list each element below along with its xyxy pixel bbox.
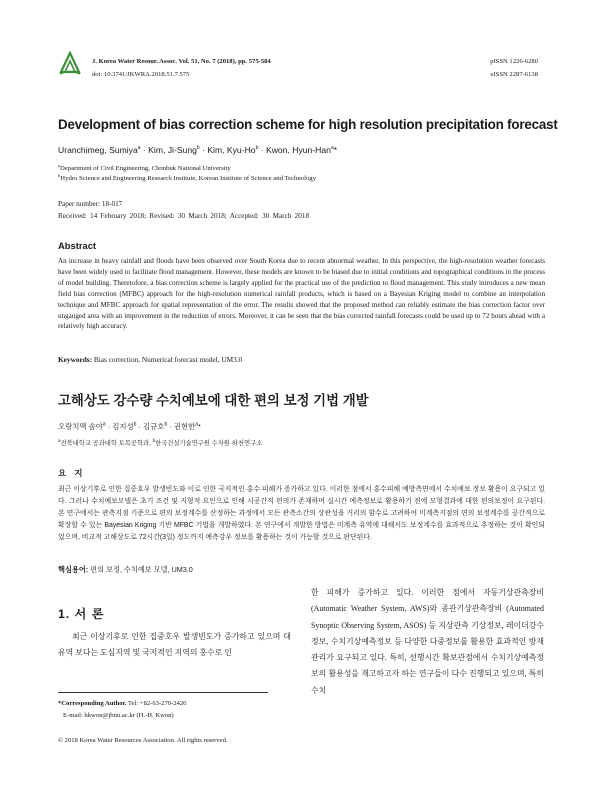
korean-abstract-text: 최근 이상기후로 인한 집중호우 발생빈도와 이로 인한 국지적인 홍수 피해가 증가하고 있다. 이러한 점에서 홍수피해 예방측면에서 수치예보 정보 활용이 요구되고 있다. 그러나 수치예보모델은 초기 조건 및 지형적 요인으로 인해 시공간적 편의가 존재하며 실시간 예측정보로 활용하기 전에 모형결과에 대한 편의보정이 요구된다. 본 연구에서는 관측지점 기준으로 편의 보정계수를 산정하는 과정에서 모든 관측소간의 상관성을 거리의 함수로 고려하여 미계측지점의 편의 보정계수를 공간적으로 확장할 수 있는 Bayesian Kriging 기반 MFBC 기법을 개발하였다. 본 연구에서 개발한 방법은 미계측 유역에 대해서도 보정계수를 효과적으로 추정하는 것이 확인되었으며, 비교적 고해상도로 72시간(3일) 정도까지 예측강우 정보를 활용하는 것이 가능할 것으로 판단된다. (58, 486, 545, 541)
paper-title-korean: 고해상도 강수량 수치예보에 대한 편의 보정 기법 개발 (58, 393, 369, 408)
journal-logo-icon (58, 50, 82, 76)
affiliation-b: $^b$Hydro Science and Engineering Research Institute, Korean Institute of Science and Technology (58, 173, 316, 183)
publication-dates: Received: 14 February 2018; Revised: 30 March 2018; Accepted: 30 March 2018 (58, 212, 310, 220)
abstract-heading: Abstract (58, 240, 97, 251)
section-1-heading: 1. 서 론 (58, 607, 105, 621)
authors-korean: 오랑치맥 솜야$^a$ · 김지성$^b$ · 김규호$^b$ · 권현한$^a$* (58, 421, 201, 431)
korean-abstract-heading: 요 지 (58, 468, 86, 478)
keywords-english (58, 355, 242, 364)
keywords-korean-label: 핵심용어: (58, 565, 89, 574)
affiliation-a: $^a$Department of Civil Engineering, Chonbuk National University (58, 163, 231, 173)
footnote-divider (58, 692, 268, 693)
paper-title-english: Development of bias correction scheme for high resolution precipitation forecast (58, 117, 558, 132)
corresponding-author (58, 700, 186, 707)
section-1-right-column: 한 피해가 증가하고 있다. 이러한 점에서 자동기상관측장비 (Automatic Weather System, AWS)와 종관기상관측장비 (Automated Synoptic Observing System, ASOS) 등 지상관측 기상정보, 레이더강수정보, 수치기상예측정보 등 다양한 다중정보를 활용한 효과적인 방재관리가 요구되고 있다. 특히, 선행시간 확보관점에서 수치기상예측정보의 활용성을 재고하고자 하는 연구들이 다수 진행되고 있으며, 특히 수치 (311, 588, 544, 695)
paper-number: Paper number: 18-017 (58, 200, 123, 208)
authors-english: Uranchimeg, Sumiya$^a$ · Kim, Ji-Sung$^b$ · Kim, Kyu-$Ho^b$ · Kwon, Hyun-Han$^a$* (58, 145, 338, 155)
keywords-list: Bias correction, Numerical forecast model, UM3.0 (92, 355, 243, 364)
keywords-label: Keywords: (58, 355, 93, 364)
keywords-korean (58, 565, 193, 575)
corresponding-label: *Corresponding Author. (58, 700, 127, 707)
copyright-notice: © 2018 Korea Water Resources Association. All rights reserved. (58, 737, 228, 744)
keywords-korean-list: 편의 보정, 수치예보 모델, UM3.0 (88, 565, 193, 574)
corresponding-email: E-mail: hkwon@jbnu.ac.kr (H.-H. Kwon) (63, 712, 174, 719)
eissn-text: eISSN 2287-6138 (490, 71, 538, 78)
section-1-left-column: 최근 이상기후로 인한 집중호우 발생빈도가 증가하고 있으며 대유역 보다는 도심지역 및 국지적인 지역의 홍수로 인 (58, 632, 291, 658)
affiliation-korean: $^a$전북대학교 공과대학 토목공학과, $^b$한국건설기술연구원 수자원·하천연구소 (58, 438, 263, 448)
pissn-text: pISSN 1226-6280 (490, 58, 538, 65)
corresponding-tel: Tel: +82-63-270-2426 (126, 700, 187, 707)
journal-citation: J. Korea Water Resour. Assoc. Vol. 51, No. 7 (2018), pp. 575-584 (92, 58, 271, 65)
doi-text: doi: 10.3741/JKWRA.2018.51.7.575 (92, 71, 190, 78)
abstract-text: An increase in heavy rainfall and floods have been observed over South Korea due to recent abnormal weather. In this perspective, the high-resolution weather forecasts have been widely used to facilitate flood management. However, these models are known to be biased due to initial conditions and topographical conditions in the process of model building. Theretofore, a bias correction scheme is largely applied for the practical use of the prediction to flood management. This study introduces a new mean field bias correction (MFBC) approach for the high-resolution numerical rainfall products, which is based on a Bayesian Kriging model to combine an interpolation technique and MFBC approach for spatial representation of the error. The results showed that the proposed method can reliably estimate the bias correction factor over ungauged area with an improvement in the reduction of errors. Moreover, it can be seen that the bias corrected rainfall forecasts could be used up to 72 hours ahead with a relatively high accuracy. (58, 257, 545, 331)
